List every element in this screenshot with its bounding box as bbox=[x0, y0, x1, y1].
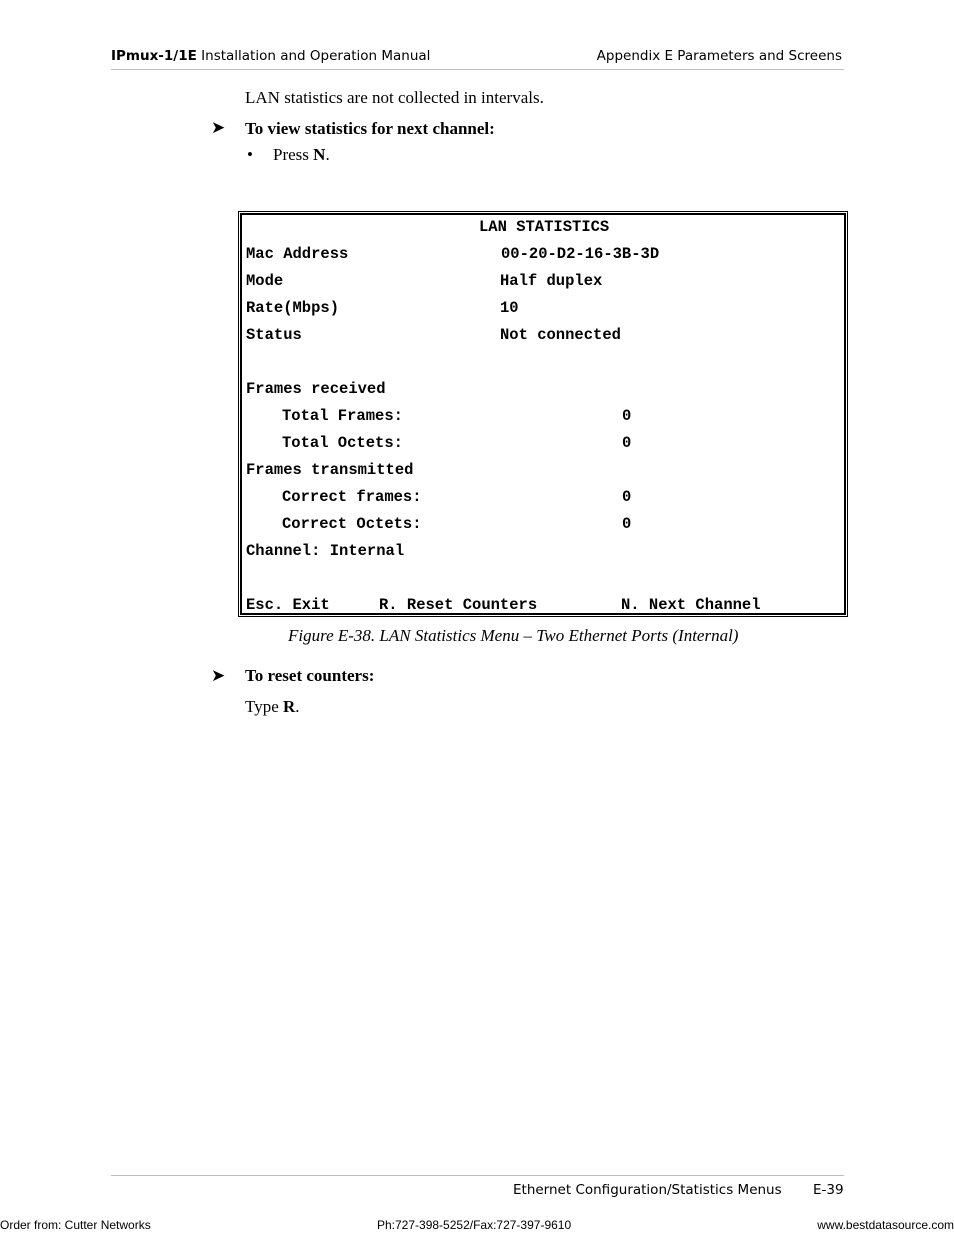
terminal-title: LAN STATISTICS bbox=[479, 218, 610, 236]
total-frames-label: Total Frames: bbox=[282, 407, 403, 425]
total-octets-label: Total Octets: bbox=[282, 434, 403, 452]
menu-option-exit[interactable]: Esc. Exit bbox=[246, 596, 330, 614]
row-value-rate: 10 bbox=[500, 299, 519, 317]
key-n: N bbox=[313, 145, 326, 164]
row-value-status: Not connected bbox=[500, 326, 621, 344]
bullet-icon: • bbox=[247, 145, 253, 164]
row-value-mac-address: 00-20-D2-16-3B-3D bbox=[501, 245, 660, 263]
header-section: Appendix E Parameters and Screens bbox=[596, 48, 842, 64]
row-label-rate: Rate(Mbps) bbox=[246, 299, 340, 317]
step-view-next-channel-instruction: Press N. bbox=[273, 145, 330, 164]
total-frames-value: 0 bbox=[622, 407, 632, 425]
row-value-mode: Half duplex bbox=[500, 272, 603, 290]
figure-caption: Figure E-38. LAN Statistics Menu – Two Ethernet Ports (Internal) bbox=[288, 626, 739, 645]
row-label-mac-address: Mac Address bbox=[246, 245, 349, 263]
step-reset-counters-instruction: Type R. bbox=[245, 697, 300, 716]
channel-line: Channel: Internal bbox=[246, 542, 405, 560]
total-octets-value: 0 bbox=[622, 434, 632, 452]
header-product: IPmux-1/1E bbox=[111, 48, 197, 64]
frames-transmitted-header: Frames transmitted bbox=[246, 461, 414, 479]
correct-frames-label: Correct frames: bbox=[282, 488, 422, 506]
order-website[interactable]: www.bestdatasource.com bbox=[817, 1218, 954, 1232]
row-label-mode: Mode bbox=[246, 272, 284, 290]
header-title bbox=[111, 48, 430, 64]
menu-option-reset-counters[interactable]: R. Reset Counters bbox=[379, 596, 538, 614]
page-number: E-39 bbox=[813, 1182, 844, 1198]
row-label-status: Status bbox=[246, 326, 302, 344]
order-from: Order from: Cutter Networks bbox=[0, 1218, 151, 1232]
footer-divider bbox=[111, 1175, 844, 1176]
arrow-icon: ➤ bbox=[211, 118, 226, 138]
key-r: R bbox=[283, 697, 296, 716]
step-view-next-channel-title: To view statistics for next channel: bbox=[245, 119, 495, 138]
intro-text: LAN statistics are not collected in intervals. bbox=[245, 88, 544, 107]
frames-received-header: Frames received bbox=[246, 380, 386, 398]
footer-section: Ethernet Configuration/Statistics Menus bbox=[513, 1182, 782, 1198]
header-manual: Installation and Operation Manual bbox=[196, 48, 431, 64]
correct-octets-value: 0 bbox=[622, 515, 632, 533]
lan-statistics-screen bbox=[238, 211, 848, 617]
menu-option-next-channel[interactable]: N. Next Channel bbox=[621, 596, 761, 614]
header-divider bbox=[111, 69, 844, 70]
order-phone-fax: Ph:727-398-5252/Fax:727-397-9610 bbox=[377, 1218, 572, 1232]
correct-frames-value: 0 bbox=[622, 488, 632, 506]
arrow-icon: ➤ bbox=[211, 666, 226, 686]
step-reset-counters-title: To reset counters: bbox=[245, 666, 375, 685]
correct-octets-label: Correct Octets: bbox=[282, 515, 422, 533]
